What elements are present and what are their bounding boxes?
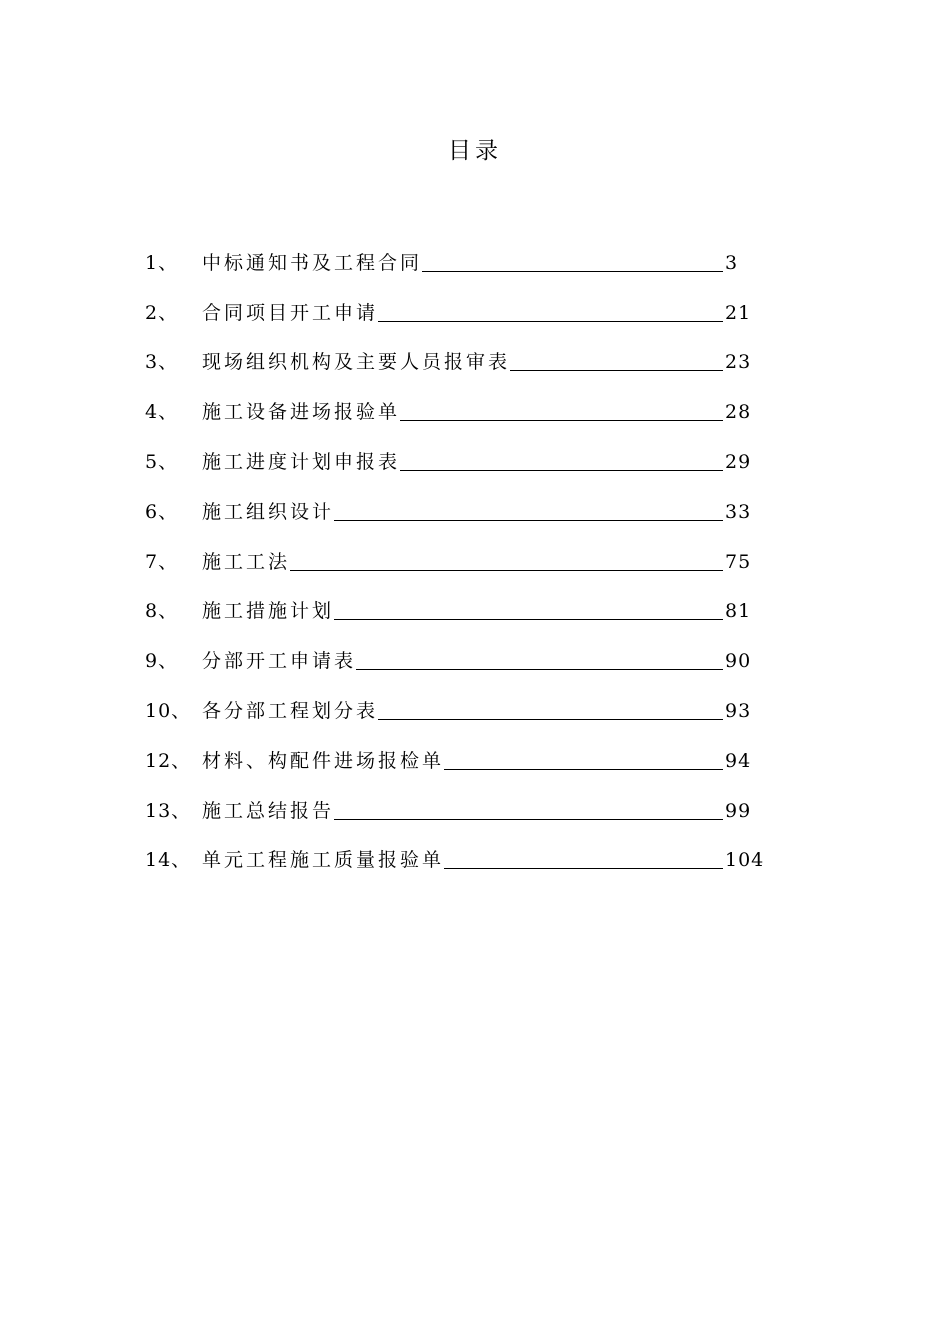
toc-leader-line [422, 270, 723, 272]
toc-entry-number: 12、 [145, 749, 192, 772]
toc-entry-page: 33 [725, 500, 752, 523]
toc-entry[interactable] [145, 583, 760, 633]
toc-leader-line [510, 369, 723, 371]
page-title: 目录 [448, 138, 502, 164]
toc-entry-number: 6、 [145, 500, 179, 523]
toc-entry[interactable] [145, 234, 760, 284]
toc-entry-number: 8、 [145, 600, 179, 623]
toc-entry-number: 10、 [145, 699, 192, 722]
toc-entry-page: 23 [725, 351, 752, 374]
toc-entry[interactable] [145, 533, 760, 583]
toc-entry[interactable] [145, 832, 765, 882]
toc-entry-title: 单元工程施工质量报验单 [202, 849, 445, 872]
toc-leader-line [334, 818, 723, 820]
toc-leader-line [378, 718, 723, 720]
toc-entry-page: 75 [725, 550, 752, 573]
toc-entry-title: 各分部工程划分表 [202, 699, 379, 722]
toc-leader-line [444, 867, 723, 869]
toc-entry[interactable] [145, 632, 760, 682]
toc-entry-number: 9、 [145, 650, 179, 673]
toc-entry-page: 28 [725, 401, 752, 424]
table-of-contents [145, 234, 765, 881]
toc-entry-title: 施工总结报告 [202, 799, 335, 822]
toc-leader-line [334, 519, 723, 521]
toc-entry-page: 99 [725, 799, 752, 822]
toc-entry[interactable] [145, 433, 760, 483]
toc-entry-title: 合同项目开工申请 [202, 301, 379, 324]
toc-entry-title: 现场组织机构及主要人员报审表 [202, 351, 511, 374]
toc-leader-line [334, 618, 723, 620]
toc-entry[interactable] [145, 732, 760, 782]
toc-entry-number: 5、 [145, 450, 179, 473]
toc-leader-line [400, 469, 723, 471]
toc-entry-page: 104 [725, 849, 765, 872]
toc-entry-number: 14、 [145, 849, 192, 872]
toc-entry[interactable] [145, 383, 760, 433]
toc-entry-number: 13、 [145, 799, 192, 822]
toc-leader-line [356, 668, 723, 670]
toc-entry[interactable] [145, 483, 760, 533]
toc-entry[interactable] [145, 782, 760, 832]
toc-entry-page: 90 [725, 650, 752, 673]
toc-entry-page: 93 [725, 699, 752, 722]
toc-entry[interactable] [145, 284, 760, 334]
toc-entry-title: 中标通知书及工程合同 [202, 251, 423, 274]
toc-entry-number: 7、 [145, 550, 179, 573]
toc-entry-title: 施工进度计划申报表 [202, 450, 401, 473]
toc-leader-line [378, 320, 723, 322]
toc-entry-page: 3 [725, 251, 739, 274]
toc-entry-page: 81 [725, 600, 752, 623]
toc-entry-number: 3、 [145, 351, 179, 374]
toc-entry-page: 94 [725, 749, 752, 772]
toc-entry[interactable] [145, 334, 760, 384]
toc-entry-title: 施工组织设计 [202, 500, 335, 523]
toc-entry-title: 施工措施计划 [202, 600, 335, 623]
toc-entry-title: 施工工法 [202, 550, 291, 573]
toc-entry-number: 1、 [145, 251, 179, 274]
toc-entry-number: 2、 [145, 301, 179, 324]
toc-entry[interactable] [145, 682, 760, 732]
toc-leader-line [400, 419, 723, 421]
toc-entry-page: 29 [725, 450, 752, 473]
toc-leader-line [290, 569, 723, 571]
toc-leader-line [444, 768, 723, 770]
toc-entry-title: 材料、构配件进场报检单 [202, 749, 445, 772]
toc-entry-page: 21 [725, 301, 752, 324]
toc-entry-title: 分部开工申请表 [202, 650, 357, 673]
toc-entry-number: 4、 [145, 401, 179, 424]
toc-entry-title: 施工设备进场报验单 [202, 401, 401, 424]
